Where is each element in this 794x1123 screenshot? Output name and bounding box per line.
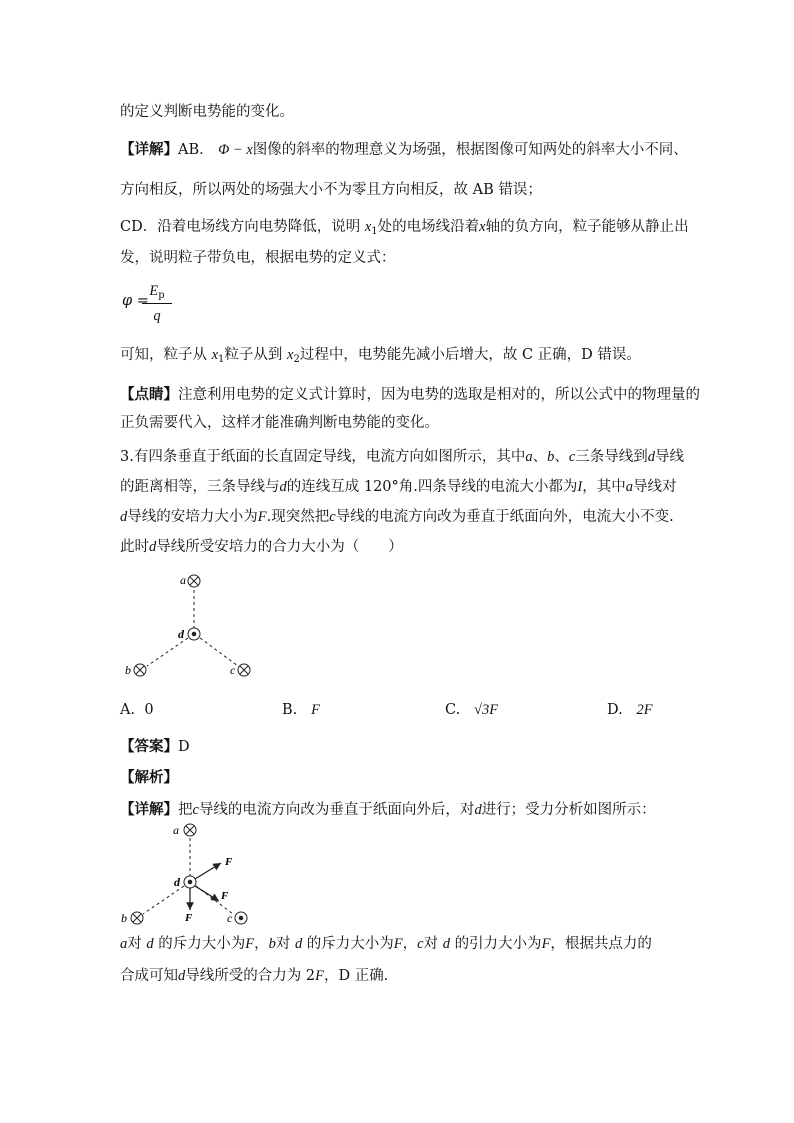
text-line: 【详解】AB． Φ − x图像的斜率的物理意义为场强，根据图像可知两处的斜率大小不同、 xyxy=(120,141,688,158)
force-label: F xyxy=(221,890,229,902)
label-a: a xyxy=(173,823,179,837)
wire-diagram xyxy=(118,568,268,684)
text-line: 【详解】把c导线的电流方向改为垂直于纸面向外后，对d进行；受力分析如图所示： xyxy=(120,801,656,818)
force-diagram xyxy=(115,820,265,932)
text-line: 方向相反，所以两处的场强大小不为零且方向相反，故 AB 错误； xyxy=(120,182,542,198)
text-line: 正负需要代入，这样才能准确判断电势能的变化。 xyxy=(120,415,439,431)
label-a: a xyxy=(180,573,186,587)
text-line: 【点睛】注意利用电势的定义式计算时，因为电势的选取是相对的，所以公式中的物理量的 xyxy=(120,386,700,403)
question-text: 的距离相等，三条导线与d的连线互成 120°角.四条导线的电流大小都为I，其中a导线对 xyxy=(120,479,677,495)
potential-formula: φ = $E_p$ q xyxy=(122,281,182,331)
force-label: F xyxy=(185,912,193,924)
force-label: F xyxy=(225,856,233,868)
question-text: 此时d导线所受安培力的合力大小为（ ） xyxy=(120,539,403,555)
question-text: 3.有四条垂直于纸面的长直固定导线，电流方向如图所示，其中a、b、c三条导线到d导线 xyxy=(120,449,685,465)
label-b: b xyxy=(125,663,131,677)
option-c[interactable]: C. √3F xyxy=(445,702,499,718)
text-line: 合成可知d导线所受的合力为 2F，D 正确. xyxy=(120,968,389,984)
analysis-heading: 【解析】 xyxy=(120,769,178,786)
text-line: a对 d 的斥力大小为F，b对 d 的斥力大小为F，c对 d 的引力大小为F，根据共点力的 xyxy=(120,936,652,952)
answer: 【答案】D xyxy=(120,738,190,755)
text-line: 可知，粒子从 $x_1$粒子从到 $x_2$过程中，电势能先减小后增大，故 C 正确，D 错误。 xyxy=(120,347,641,365)
label-b: b xyxy=(121,911,127,925)
question-text: d导线的安培力大小为F.现突然把c导线的电流方向改为垂直于纸面向外，电流大小不变. xyxy=(120,509,674,525)
text-line: 的定义判断电势能的变化。 xyxy=(120,104,294,120)
option-b[interactable]: B. F xyxy=(282,702,320,718)
label-d: d xyxy=(174,875,180,889)
label-d: d xyxy=(178,627,184,641)
label-c: c xyxy=(230,663,236,677)
text-line: CD．沿着电场线方向电势降低，说明 $x_1$处的电场线沿着x轴的负方向，粒子能够从静止出 xyxy=(120,219,689,237)
text-line: 发，说明粒子带负电，根据电势的定义式： xyxy=(120,250,396,266)
option-d[interactable]: D. 2F xyxy=(607,702,653,718)
label-c: c xyxy=(227,911,233,925)
option-a[interactable]: A. 0 xyxy=(120,702,154,718)
